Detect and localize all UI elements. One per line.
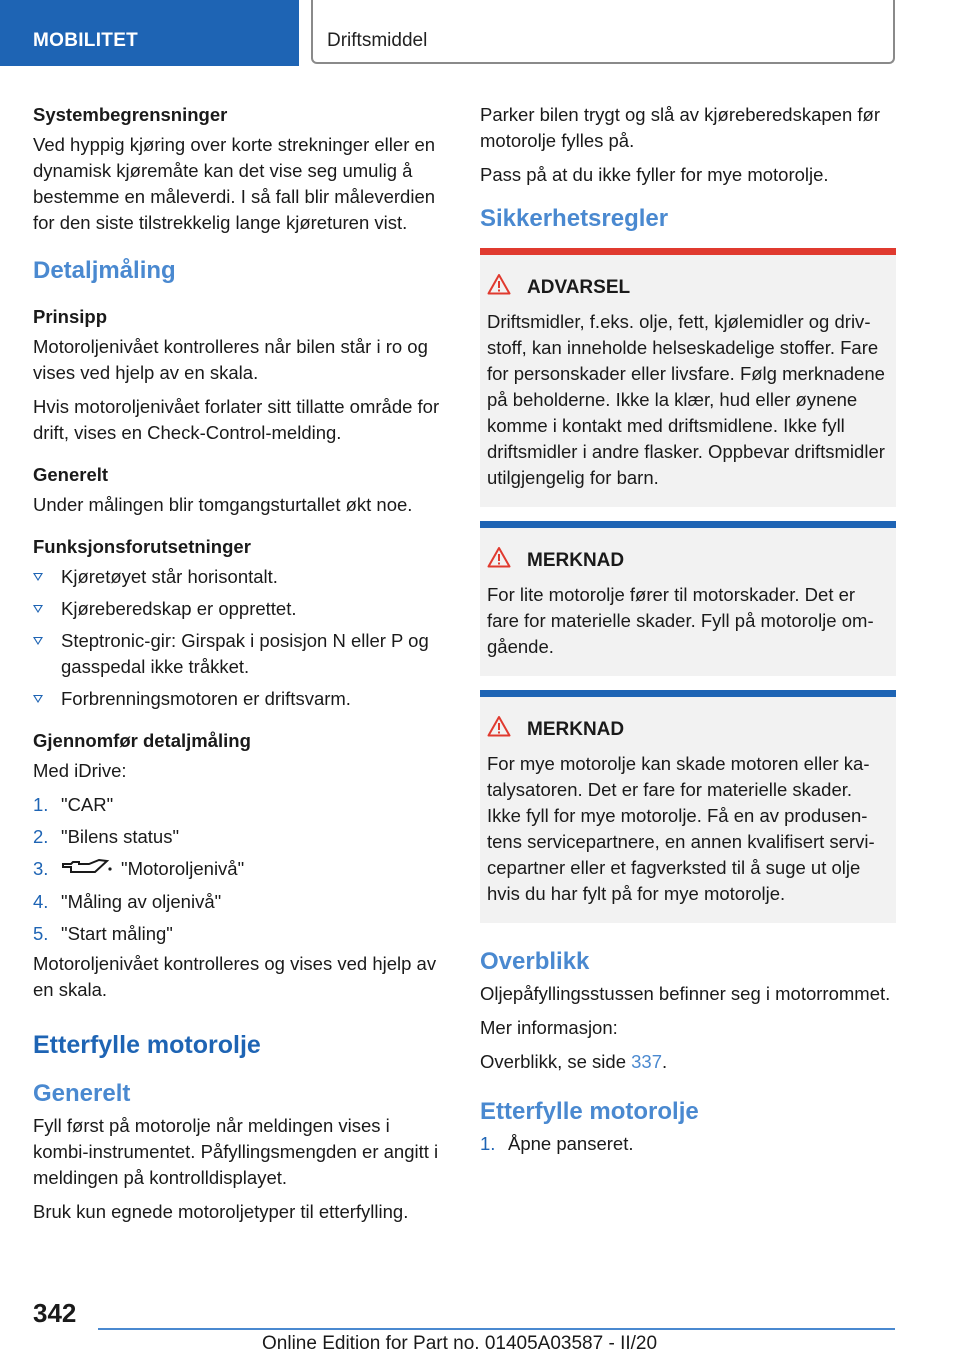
step-item: 2. "Bilens status" [33,826,180,847]
warning-triangle-icon [487,273,511,303]
step-item: 1. "CAR" [33,794,114,815]
refill-text-1: Fyll først på motorolje når meldingen vises i kombi-instrumentet. Påfyllingsmengden er angitt i meldingen på kontrolldisplayet. [33,1115,439,1189]
limits-text: Ved hyppig kjøring over korte strekninger eller en dynamisk kjøremåte kan det vise seg umulig å bestemme en måleverdi. I så fall blir måleverdien for den siste tilstrekkelig lange kjøreturen vist. [33,134,436,233]
notice-title: MERKNAD [487,715,889,745]
refill-steps [480,1131,896,1157]
prereq-list [33,564,449,712]
intro-text-2: Pass på at du ikke fyller for mye motorolje. [480,164,829,185]
more-info-label: Mer informasjon: [480,1017,618,1038]
limits-title: Systembegrensninger [33,104,228,125]
warning-box [480,248,896,507]
step-item: 4. "Måling av oljenivå" [33,891,222,913]
refill-text-2: Bruk kun egnede motoroljetyper til etterfylling. [33,1201,409,1223]
section-tab[interactable]: MOBILITET [0,0,299,66]
page-header [0,0,960,66]
page-number: 342 [33,1298,77,1328]
triangle-bullet-icon [33,573,43,581]
detail-heading: Detaljmåling [33,257,176,284]
list-item: Kjøretøyet står horisontalt. [33,564,449,590]
step-item: 3. "Motoroljenivå" [33,856,449,883]
notice-box-2 [480,690,896,923]
general-title: Generelt [33,464,109,485]
principle-text-1: Motoroljenivået kontrolleres når bilen står i ro og vises ved hjelp av en skala. [33,336,428,383]
step-item: 5. "Start måling" [33,923,173,945]
overview-text: Oljepåfyllingsstussen befinner seg i motorrommet. [480,983,891,1004]
notice-triangle-icon [487,715,511,745]
left-column [33,102,449,1233]
notice-text: For lite motorolje fører til motorskader. Det er fare for materielle skader. Fyll på motorolje omgående. [487,584,874,657]
notice-box-1 [480,521,896,676]
perform-title: Gjennomfør detaljmåling [33,730,251,751]
list-item: Steptronic-gir: Girspak i posisjon N eller P og gasspedal ikke tråkket. [33,628,449,680]
refill-general-heading: Generelt [33,1080,131,1108]
step-item: 1. Åpne panseret. [480,1133,634,1154]
warning-text: Driftsmidler, f.eks. olje, fett, kjølemidler og drivstoff, kan inneholde helseskadelige stoffer. Fare for personskader eller livsfare. Følg merknadene på beholderne. Ikke la klær, hud eller øynene komme i kontakt med driftsmidlene. Ikke fyll driftsmidler i andre flasker. Oppbevar driftsmidler utilgjengelig for barn. [487,311,885,488]
chapter-title: Driftsmiddel [311,0,895,64]
notice-triangle-icon [487,546,511,576]
safety-heading: Sikkerhetsregler [480,205,669,232]
perform-intro: Med iDrive: [33,760,127,781]
general-text: Under målingen blir tomgangsturtallet økt noe. [33,494,413,515]
triangle-bullet-icon [33,695,43,703]
oil-can-icon [61,857,113,883]
refill-heading-right: Etterfylle motorolje [480,1098,699,1125]
notice-text: For mye motorolje kan skade motoren eller katalysatoren. Det er fare for materielle skader. Ikke fyll for mye motorolje. Få en av produsentens servicepartnere, en annen kvalifisert servicepartner eller et fagverksted til å suge ut olje hvis du har fylt på for mye motorolje. [487,753,875,904]
overview-heading: Overblikk [480,948,590,975]
notice-title: MERKNAD [487,546,889,576]
warning-title: ADVARSEL [487,273,889,303]
principle-text-2: Hvis motoroljenivået forlater sitt tillatte område for drift, vises en Check-Control-melding. [33,396,440,443]
perform-result: Motoroljenivået kontrolleres og vises ved hjelp av en skala. [33,953,437,1001]
prereq-title: Funksjonsforutsetninger [33,536,251,557]
principle-title: Prinsipp [33,306,108,327]
intro-text-1: Parker bilen trygt og slå av kjøreberedskapen før motorolje fylles på. [480,104,880,151]
refill-heading: Etterfylle motorolje [33,1031,261,1060]
edition-text: Online Edition for Part no. 01405A03587 - II/20 [262,1333,658,1354]
list-item: Forbrenningsmotoren er driftsvarm. [33,686,449,712]
triangle-bullet-icon [33,605,43,613]
list-item: Kjøreberedskap er opprettet. [33,596,449,622]
right-column [480,102,896,1167]
page-link[interactable]: 337 [631,1051,663,1072]
overview-reference: Overblikk, se side 337. [480,1051,668,1072]
idrive-steps [33,792,449,947]
triangle-bullet-icon [33,637,43,645]
